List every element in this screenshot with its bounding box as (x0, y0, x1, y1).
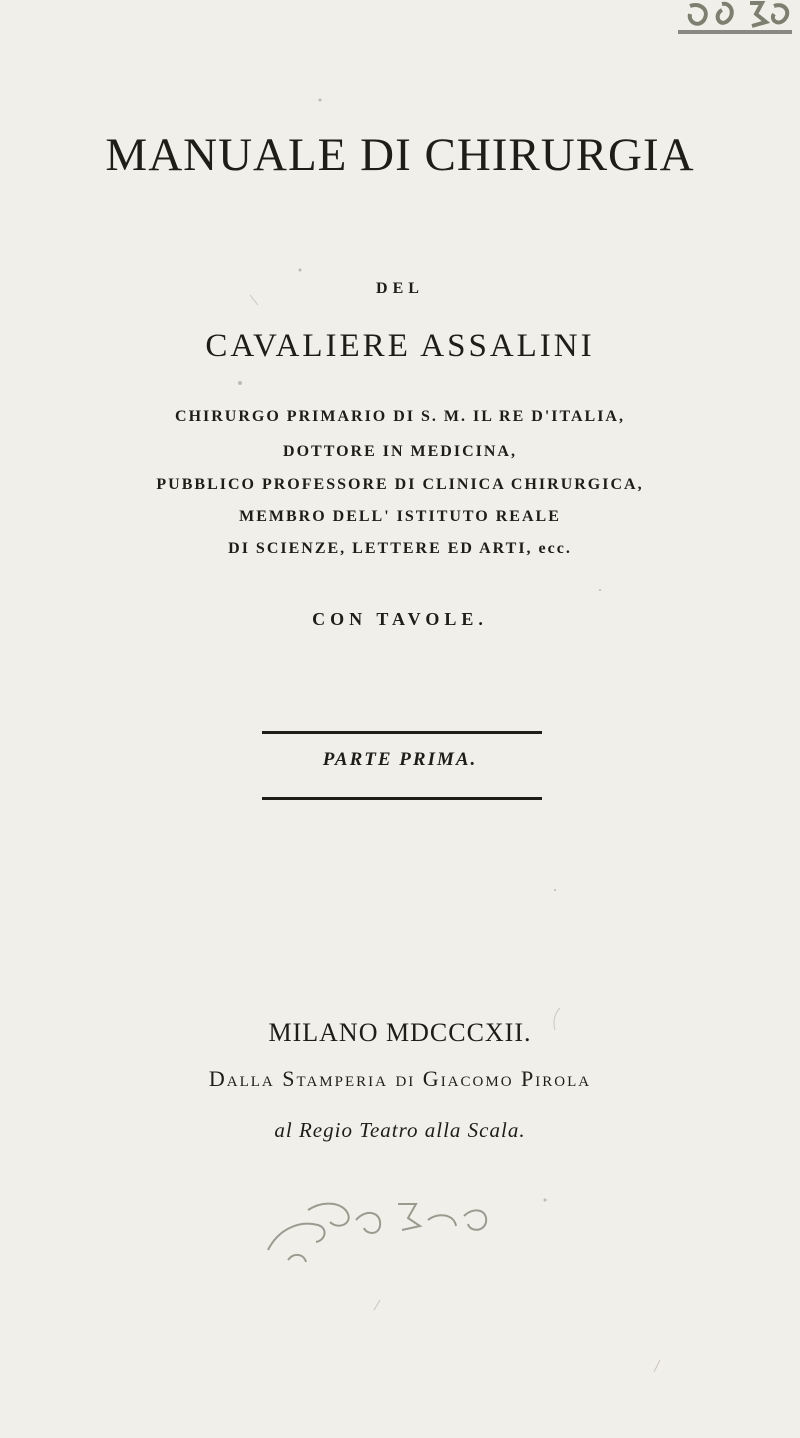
author-credential: PUBBLICO PROFESSORE DI CLINICA CHIRURGICA, (156, 476, 644, 493)
imprint-address: al Regio Teatro alla Scala. (274, 1118, 526, 1142)
plates-note: CON TAVOLE. (312, 609, 488, 629)
rule-top (262, 731, 542, 734)
book-title: MANUALE DI CHIRURGIA (105, 129, 695, 181)
author-credential: MEMBRO DELL' ISTITUTO REALE (239, 508, 561, 525)
imprint-printer: Dalla Stamperia di Giacomo Pirola (208, 1066, 592, 1091)
author-credential: DI SCIENZE, LETTERE ED ARTI, ecc. (228, 540, 572, 557)
ownership-stamp-mark (248, 1190, 548, 1270)
preposition-del: DEL (376, 280, 424, 297)
library-stamp-mark (670, 0, 800, 34)
author-name: CAVALIERE ASSALINI (205, 328, 595, 364)
rule-bottom (262, 797, 542, 800)
author-credential: CHIRURGO PRIMARIO DI S. M. IL RE D'ITALIA, (175, 408, 625, 425)
part-label: PARTE PRIMA. (322, 749, 478, 770)
imprint-city-year: MILANO MDCCCXII. (268, 1018, 532, 1047)
author-credential: DOTTORE IN MEDICINA, (283, 443, 517, 460)
